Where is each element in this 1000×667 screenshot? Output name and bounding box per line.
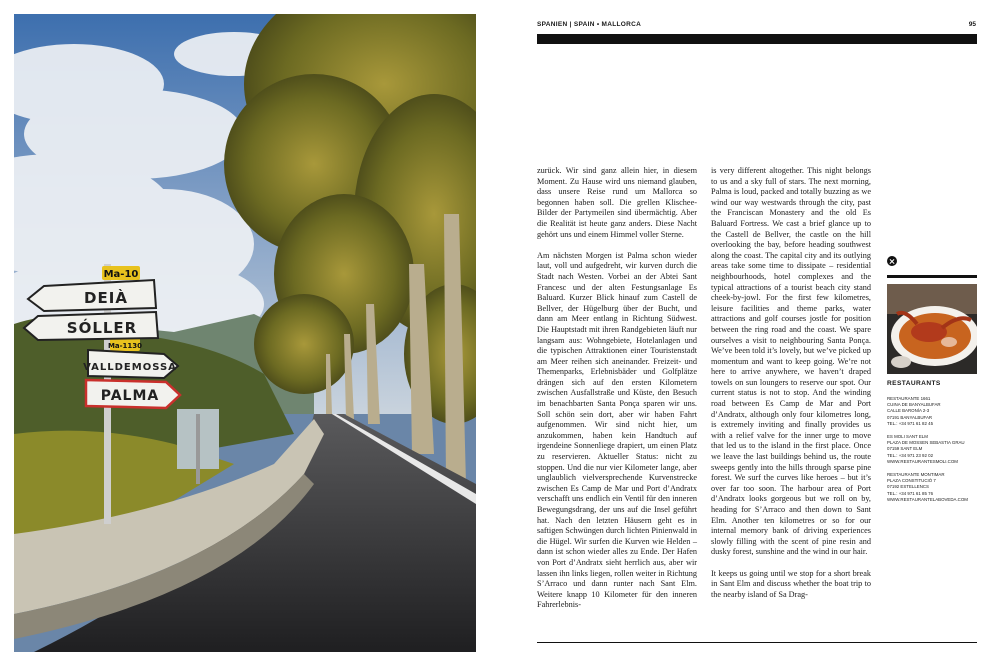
sign-palma (86, 380, 180, 408)
running-head: SPANIEN | SPAIN • MALLORCA (537, 21, 642, 28)
restaurant-name: ES MOLI SANT ELM (887, 434, 928, 440)
restaurant-line: PLAZA DE MOSSEN SEBASTIA GRAU (887, 440, 965, 446)
restaurant-phone: TEL.: +34 971 61 82 45 (887, 420, 934, 426)
restaurant-name: RESTAURANTE MONTIMAR (887, 472, 945, 478)
page-number: 95 (968, 21, 976, 28)
sign-soller-label: SÓLLER (66, 319, 138, 337)
english-paragraph: It keeps us going until we stop for a short break in Sant Elm and discuss whether the boat trip to the nearby island of Sa Drag- (711, 568, 871, 599)
sign-deia-label: DEIÀ (84, 289, 128, 307)
sign-soller (24, 312, 158, 340)
english-column (711, 166, 871, 611)
restaurant-line: 07192 ESTELLENCS (887, 484, 929, 490)
road-photo (14, 14, 476, 652)
road-plate-ma10-text: Ma-10 (103, 269, 139, 280)
restaurant-line: 07159 SANT ELM (887, 446, 923, 452)
lobster-dish-photo (887, 284, 977, 374)
road-photo-illustration (14, 14, 476, 652)
sidebar-heading: RESTAURANTS (887, 380, 941, 387)
footer-rule (537, 642, 977, 643)
restaurant-entry (887, 472, 977, 503)
restaurant-entry (887, 434, 977, 465)
road-plate-ma10 (102, 266, 140, 280)
sign-valldemossa-label: VALLDEMOSSA (83, 362, 177, 373)
restaurant-phone: TEL.: +34 971 23 92 02 (887, 452, 934, 458)
restaurant-line: CUINA DE BANYALBUFAR (887, 402, 941, 408)
german-paragraph: Am nächsten Morgen ist Palma schon wieder laut, voll und aufgedreht, wir kurven durch die Stadt nach Westen. Vorbei an der Abtei Sant Francesc und der alten Festungsanlage Es Baluard. Kurzer Blick hinauf zum Castell de Bellver, der Hügelburg über der Bucht, und dann am Meer entlang in Richtung Südwest. Die Hauptstadt mit ihren Randgebieten läuft nur langsam aus: Wohngebiete, Hotelanlagen und die typischen Attraktionen einer Touristenstadt am Meer reihen sich aneinander. Freizeit- und Themenparks, Erlebnisbäder und Golfplätze drängen sich auf den ersten Kilometern zwischen Ausfallstraße und Küste, den Besuch im benachbarten Santa Ponça sparen wir uns. Soll schön sein dort, aber wir haben Fahrt aufgenommen. Wir sind nicht hier, um anzukommen, haben kein Handtuch auf irgendeine Sonnenliege drapiert, um einen Platz zu reservieren. Aktueller Status: nicht zu stoppen. Und die nur vier Kilometer lange, aber unglaublich vielversprechende Kurvenstrecke zwischen Es Camp de Mar und Port d’Andratx verschafft uns endlich ein Ventil für den inneren Bewegungsdrang, der uns auf die Insel geführt hat. Nach den letzten Häusern geht es in saftigen Schwüngen durch lichten Pinienwald in die Hügel. Wir surfen die Kurven wie Helden – dann ist schon wieder alles zu Ende. Der Hafen von Port d’Andratx sieht herrlich aus, aber wir lassen ihn links liegen, rollen weiter in Richtung S’Arraco und dann runter nach Sant Elm. Weitere knapp 10 Kilometer für den inneren Fahrerlebnis- (537, 250, 697, 610)
restaurant-phone: TEL.: +34 971 61 85 76 (887, 490, 934, 496)
sign-palma-label: PALMA (100, 388, 160, 404)
restaurant-website: WWW.RESTAURANTELABOVEDA.COM (887, 496, 968, 502)
german-column (537, 166, 697, 622)
close-x-icon (887, 256, 897, 266)
sidebar-rule (887, 275, 977, 278)
restaurant-line: PLAZA CONSTITUCIÓ 7 (887, 478, 936, 484)
restaurant-name: RESTAURANTE 1661 (887, 396, 931, 401)
restaurant-website: WWW.RESTAURANTESMOLI.COM (887, 458, 958, 464)
sign-valldemossa (83, 350, 178, 378)
road-plate-ma1130-text: Ma-1130 (107, 342, 143, 350)
header-bar (537, 34, 977, 44)
english-paragraph: is very different altogether. This night belongs to us and a sky full of stars. The next morning, Palma is loud, packed and totally buzzing as we wind our way westwards through the city, past the Franciscan Monastery and the old Es Baluard Fortress. We cast a brief glance up to the Castell de Bellver, the castle on the hill overlooking the bay, before heading southwest along the coast. The capital city and its outlying areas take some time to dissipate – residential neighbourhoods, hotel complexes and the typical attractions of a tourist beach city stand cheek-by-jowl. For the first few kilometres, leisure facilities and theme parks, water attractions and golf courses jostle for position between the ring road and the coast. We spare ourselves a visit to neighbouring Santa Ponça. We’ve been told it’s lovely, but we’ve picked up momentum and want to keep going. We’re not here to arrive anywhere, we haven’t draped towels on sun loungers to reserve our spot. Our current status is not to stop. And the winding road between Es Camp de Mar and Port d’Andratx, although only four kilometres long, is extremely inviting and finally provides us with a relief valve for the inner urge to move that led us to the island in the first place. Once we leave the last buildings behind us, the route sweeps gently into the hills through sparse pine forest. We surf the curves like heroes – but it’s over far too soon. The harbour area of Port d’Andratx looks gorgeous but we roll on by, heading for S’Arraco and then down to Sant Elm. Another ten kilometres or so for our internal memory bank of driving experiences slowly filling with the scent of pine resin and dusky forest, sunshine and the wind in our hair. (711, 166, 871, 557)
restaurant-line: 07191 BANYALBUFAR (887, 414, 933, 420)
restaurant-entry (887, 396, 977, 427)
road-plate-ma1130 (108, 338, 142, 351)
restaurant-sidebar (887, 256, 977, 510)
restaurant-line: CALLE BARONÍA 2-3 (887, 408, 930, 414)
german-paragraph: zurück. Wir sind ganz allein hier, in diesem Moment. Zu Hause wird uns niemand glauben, dass unsere Reise rund um Mallorca so begonnen haben soll. Die grellen Klischee-Bilder der Partymeilen sind übermächtig. Aber die Realität ist heute ganz anders. Diese Nacht gehört uns und einem Himmel voller Sterne. (537, 166, 697, 239)
